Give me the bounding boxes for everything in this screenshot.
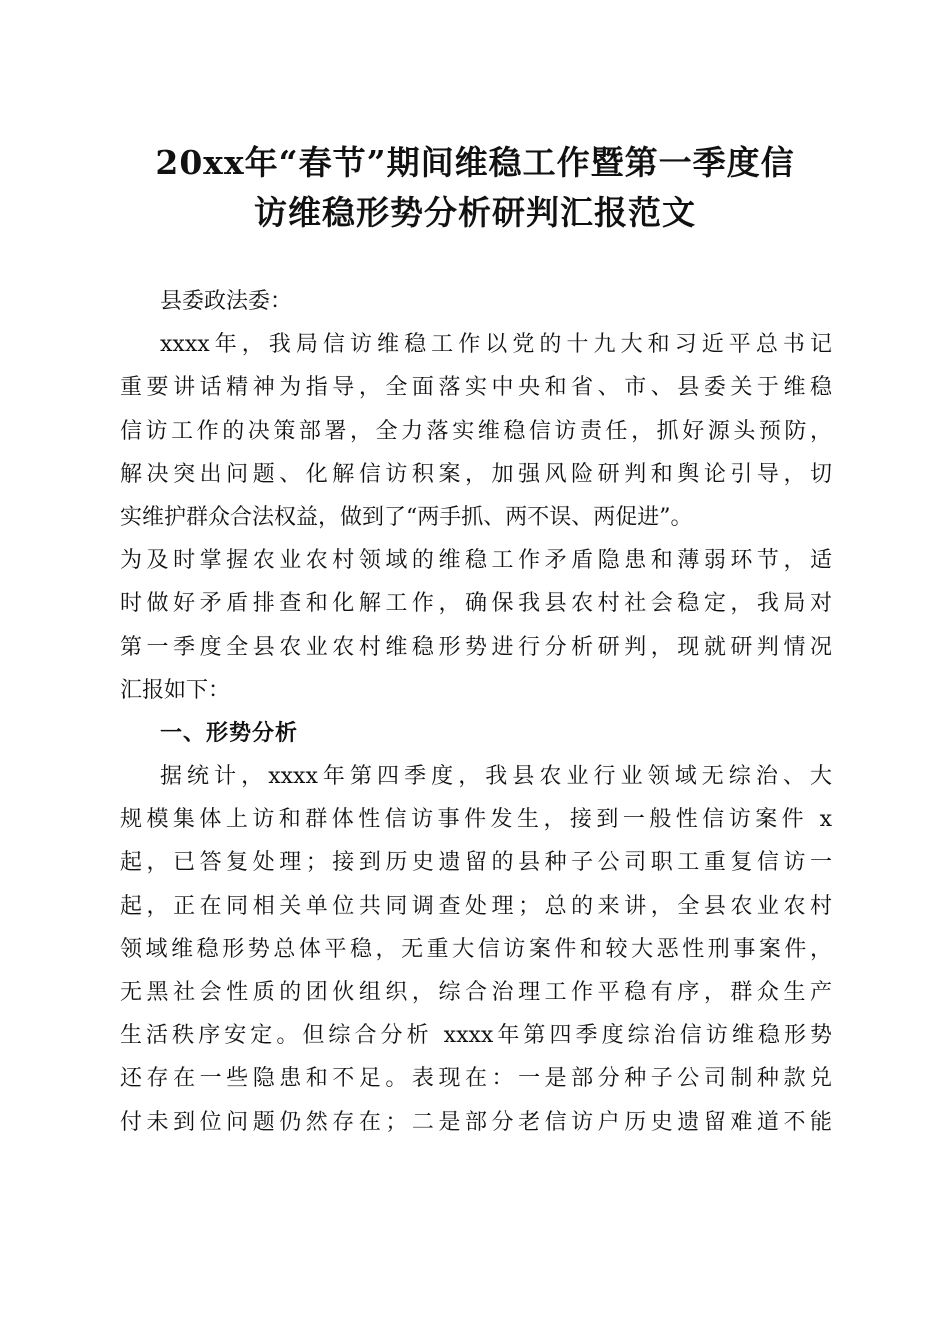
paragraph-line: 无黑社会性质的团伙组织，综合治理工作平稳有序，群众生产 xyxy=(120,980,832,1005)
document-title xyxy=(100,138,850,238)
paragraph-line: 实维护群众合法权益，做到了“两手抓、两不误、两促进”。 xyxy=(120,504,693,530)
paragraph-line: 第一季度全县农业农村维稳形势进行分析研判，现就研判情况 xyxy=(120,634,832,660)
intro-paragraph xyxy=(120,323,832,712)
paragraph-line: 生活秩序安定。但综合分析 xxxx年第四季度综治信访维稳形势 xyxy=(120,1023,832,1049)
paragraph-line: 还存在一些隐患和不足。表现在：一是部分种子公司制种款兑 xyxy=(120,1066,832,1092)
paragraph-line: 重要讲话精神为指导，全面落实中央和省、市、县委关于维稳 xyxy=(120,375,832,401)
paragraph-line: 起，已答复处理；接到历史遗留的县种子公司职工重复信访一 xyxy=(120,850,832,876)
section-heading: 一、形势分析 xyxy=(160,720,299,746)
paragraph-line: 汇报如下： xyxy=(120,677,231,703)
document-body xyxy=(120,280,832,1144)
paragraph-line: 解决突出问题、化解信访积案，加强风险研判和舆论引导，切 xyxy=(120,461,832,487)
paragraph-line: 付未到位问题仍然存在；二是部分老信访户历史遗留难道不能 xyxy=(120,1109,832,1135)
paragraph-line: 起，正在同相关单位共同调查处理；总的来讲，全县农业农村 xyxy=(120,893,832,919)
paragraph-line: 领域维稳形势总体平稳，无重大信访案件和较大恶性刑事案件， xyxy=(120,936,832,962)
paragraph-line: 据统计，xxxx年第四季度，我县农业行业领域无综治、大 xyxy=(160,764,832,790)
title-line-1: 20xx年“春节”期间维稳工作暨第一季度信 xyxy=(155,143,795,182)
paragraph-line: 时做好矛盾排查和化解工作，确保我县农村社会稳定，我局对 xyxy=(120,591,832,617)
paragraph-line: xxxx年，我局信访维稳工作以党的十九大和习近平总书记 xyxy=(160,332,832,358)
title-line-2: 访维稳形势分析研判汇报范文 xyxy=(254,193,696,232)
paragraph-line: 规模集体上访和群体性信访事件发生，接到一般性信访案件 x xyxy=(120,807,832,833)
paragraph-line: 信访工作的决策部署，全力落实维稳信访责任，抓好源头预防， xyxy=(120,418,832,444)
situation-paragraph xyxy=(120,755,832,1144)
paragraph-line: 为及时掌握农业农村领域的维稳工作矛盾隐患和薄弱环节，适 xyxy=(120,548,832,574)
salutation: 县委政法委： xyxy=(160,289,293,314)
